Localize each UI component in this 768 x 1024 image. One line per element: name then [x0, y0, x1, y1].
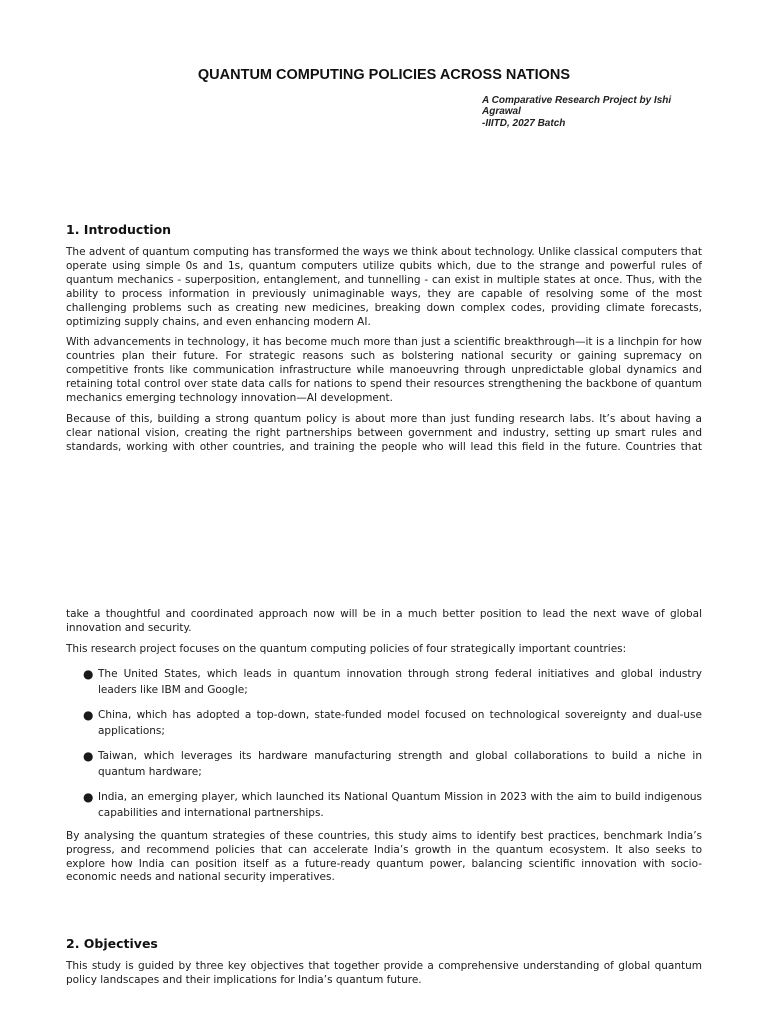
introduction-section — [66, 222, 702, 237]
bullet-icon: ● — [83, 748, 94, 763]
objectives-body — [66, 960, 702, 988]
list-item-text: Taiwan, which leverages its hardware manufacturing strength and global collaborations to build a niche in quantum hardware; — [98, 749, 702, 779]
objectives-section — [66, 936, 702, 951]
introduction-body — [66, 246, 702, 455]
bullet-icon: ● — [83, 789, 94, 804]
list-item — [66, 789, 702, 822]
list-item — [66, 707, 702, 740]
introduction-heading: 1. Introduction — [66, 222, 172, 237]
introduction-continued — [66, 608, 702, 885]
list-item-text: China, which has adopted a top-down, state-funded model focused on technological sovereignty and dual-use applications; — [98, 708, 702, 738]
intro-paragraph-2: With advancements in technology, it has become much more than just a scientific breakthrough—it is a linchpin for how countries plan their future. For strategic reasons such as bolstering national security or gaining supremacy on competitive fronts like communication infrastructure while manoeuvring through unpredictable global dynamics and retaining total control over state data calls for nations to spend their resources strengthening the backbone of quantum mechanics emerging technology innovation—AI development. — [66, 336, 702, 405]
objectives-paragraph: This study is guided by three key objectives that together provide a comprehensive understanding of global quantum policy landscapes and their implications for India’s quantum future. — [66, 960, 702, 986]
bullet-icon: ● — [83, 666, 94, 681]
list-item-text: India, an emerging player, which launched its National Quantum Mission in 2023 with the aim to build indigenous capabilities and international partnerships. — [98, 790, 702, 820]
closing-paragraph: By analysing the quantum strategies of these countries, this study aims to identify best practices, benchmark India’s progress, and recommend policies that can accelerate India’s growth in the quantum ecosystem. It also seeks to explore how India can position itself as a future-ready quantum power, balancing scientific innovation with socio-economic needs and national security imperatives. — [66, 829, 702, 884]
list-item-text: The United States, which leads in quantum innovation through strong federal initiatives and global industry leaders like IBM and Google; — [98, 667, 702, 697]
intro-paragraph-3-continued: take a thoughtful and coordinated approach now will be in a much better position to lead the next wave of global innovation and security. — [66, 608, 702, 634]
list-item — [66, 666, 702, 699]
list-item — [66, 748, 702, 781]
intro-paragraph-1: The advent of quantum computing has transformed the ways we think about technology. Unlike classical computers that operate using simple 0s and 1s, quantum computers utilize qubits which, due to the strange and powerful rules of quantum mechanics - superposition, entanglement, and tunnelling - can exist in multiple states at once. Thus, with the ability to process information in previously unimaginable ways, they are capable of resolving some of the most challenging problems such as creating new medicines, breaking down complex codes, providing climate forecasts, optimizing supply chains, and even enhancing modern AI. — [66, 246, 702, 328]
intro-paragraph-3: Because of this, building a strong quantum policy is about more than just funding research labs. It’s about having a clear national vision, creating the right partnerships between government and industry, setting up smart rules and standards, working with other countries, and training the people who will lead this field in the future. Countries that — [66, 412, 702, 453]
country-list — [66, 666, 702, 822]
author-byline: A Comparative Research Project by Ishi Agrawal — [482, 95, 672, 117]
bullet-icon: ● — [83, 707, 94, 722]
document-title: QUANTUM COMPUTING POLICIES ACROSS NATIONS — [197, 67, 571, 83]
objectives-heading: 2. Objectives — [66, 936, 158, 951]
batch-byline: -IIITD, 2027 Batch — [482, 118, 566, 129]
focus-intro-paragraph: This research project focuses on the quantum computing policies of four strategically important countries: — [66, 642, 627, 655]
